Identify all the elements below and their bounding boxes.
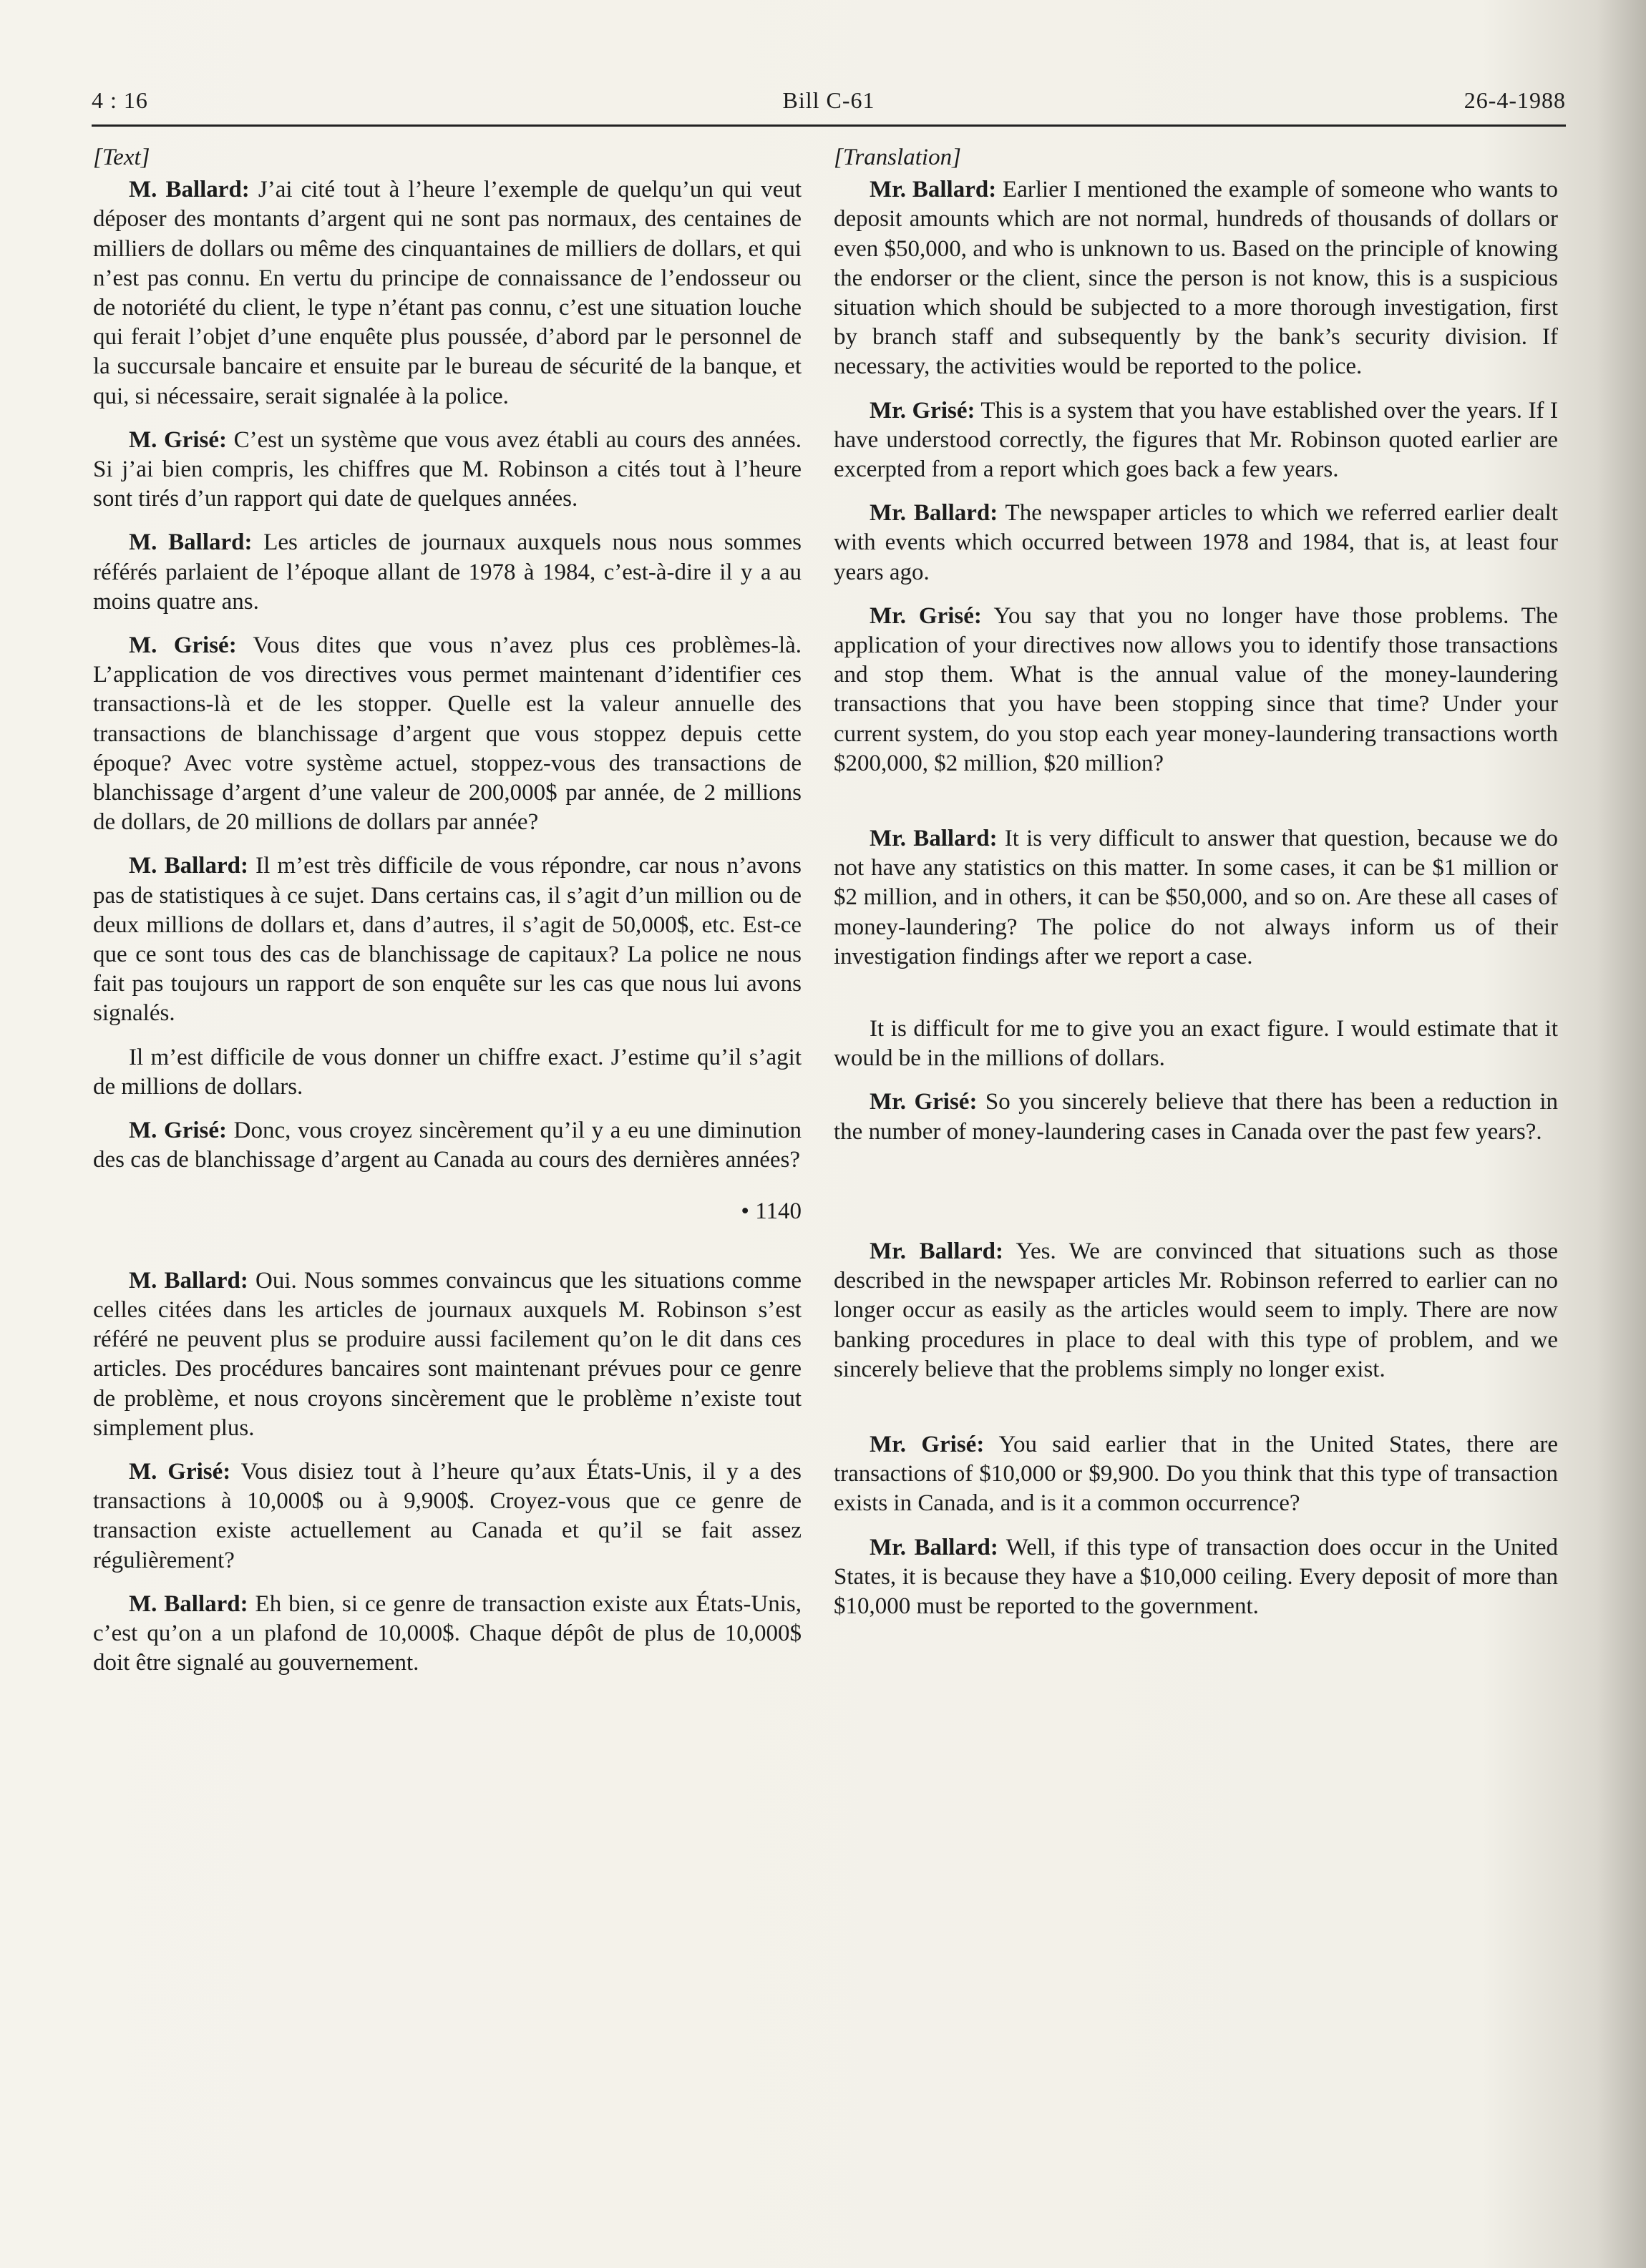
paragraph-text: Well, if this type of transaction does occur in the United States, it is because they have a $10,000 ceiling. Every deposit of more than $10,000 must be reported to the government. (834, 1534, 1558, 1619)
paragraph-text: You say that you no longer have those problems. The application of your directives now allows you to identify those transactions and stop them. What is the annual value of the money-laundering transactions that you have been stopping since that time? Under your current system, do you stop each year money-laundering transactions worth $200,000, $2 million, $20 million? (834, 602, 1558, 776)
paragraph-text: Il m’est très difficile de vous répondre, car nous n’avons pas de statistiques à ce sujet. Dans certains cas, il s’agit d’un million ou de deux millions de dollars et, dans d’autres, il s’agit de 50,000$, etc. Est-ce que ce sont tous des cas de blanchissage de capitaux? La police ne nous fait pas toujours un rapport de son enquête sur les cas que nous lui avons signalés. (93, 853, 802, 1027)
speaker-name: Mr. Ballard: (870, 500, 998, 527)
paragraph-text: The newspaper articles to which we referred earlier dealt with events which occurred between 1978 and 1984, that is, at least four years ago. (834, 500, 1558, 585)
paragraph-text: This is a system that you have established over the years. If I have understood correctly, the figures that Mr. Robinson quoted earlier are excerpted from a report which goes back a few years. (834, 397, 1558, 483)
paragraph-text: Il m’est difficile de vous donner un chiffre exact. J’estime qu’il s’agit de millions de dollars. (93, 1044, 802, 1100)
speaker-name: M. Ballard: (129, 1590, 248, 1617)
paragraph (834, 175, 1558, 381)
paragraph (834, 499, 1558, 587)
speaker-name: Mr. Grisé: (870, 1089, 978, 1115)
paragraph (93, 631, 802, 837)
paragraph-text: Oui. Nous sommes convaincus que les situations comme celles citées dans les articles de journaux auxquels M. Robinson s’est référé ne peuvent plus se produire aussi facilement qu’on le dit dans ces articles. Des procédures bancaires sont maintenant prévues pour ce genre de problème, et nous croyons sincèrement que le problème n’existe tout simplement plus. (93, 1267, 802, 1441)
french-column (93, 143, 802, 1693)
paragraph-text: J’ai cité tout à l’heure l’exemple de quelqu’un qui veut déposer des montants d’argent qui ne sont pas normaux, des centaines de milliers de dollars ou même des cinquantaines de milliers de dollars, et qui n’est pas connu. En vertu du principe de connaissance de l’endosseur ou de notoriété du client, le type n’étant pas connu, c’est une situation louche qui ferait l’objet d’une enquête plus poussée, d’abord par le personnel de la succursale bancaire et ensuite par le bureau de sécurité de la banque, et qui, si nécessaire, serait signalée à la police. (93, 177, 802, 409)
speaker-name: Mr. Grisé: (870, 397, 975, 424)
time-marker: • 1140 (741, 1198, 802, 1224)
text-label: [Text] (93, 145, 150, 170)
paragraph-text: It is difficult for me to give you an exact figure. I would estimate that it would be in the millions of dollars. (834, 1016, 1558, 1072)
paragraph-text: It is very difficult to answer that question, because we do not have any statistics on this matter. In some cases, it can be $1 million or $2 million, and in others, it can be $50,000, and so on. Are these all cases of money-laundering? The police do not always inform us of their investigation findings after we report a case. (834, 826, 1558, 969)
paragraph (93, 851, 802, 1028)
paragraph (93, 426, 802, 514)
speaker-name: M. Ballard: (129, 529, 253, 556)
speaker-name: Mr. Ballard: (870, 826, 998, 852)
paragraph (834, 1015, 1558, 1073)
paragraph-text: Vous dites que vous n’avez plus ces problèmes-là. L’application de vos directives vous permet maintenant d’identifier ces transactions-là et de les stopper. Quelle est la valeur annuelle des transactions de blanchissage d’argent que vous stoppez depuis cette époque? Avec votre système actuel, stoppez-vous des transactions de blanchissage d’argent d’une valeur de 200,000$ par année, de 2 millions de dollars, de 20 millions de dollars par année? (93, 632, 802, 836)
bill-title: Bill C-61 (782, 87, 875, 113)
paragraph (93, 1457, 802, 1575)
speaker-name: M. Grisé: (129, 632, 237, 659)
speaker-name: Mr. Ballard: (870, 1238, 1004, 1264)
paragraph (93, 1043, 802, 1102)
speaker-name: Mr. Ballard: (870, 177, 997, 203)
speaker-name: Mr. Grisé: (870, 602, 982, 629)
speaker-name: M. Grisé: (129, 426, 227, 453)
header-date: 26-4-1988 (1464, 87, 1566, 113)
paragraph (834, 396, 1558, 485)
paragraph-text: You said earlier that in the United States, there are transactions of $10,000 or $9,900. Do you think that this type of transaction exists in Canada, and is it a common occurrence? (834, 1431, 1559, 1517)
paragraph-text: So you sincerely believe that there has been a reduction in the number of money-laundering cases in Canada over the past few years?. (834, 1089, 1558, 1145)
speaker-name: Mr. Grisé: (870, 1431, 985, 1457)
paragraph (93, 175, 802, 411)
paragraph (93, 1116, 802, 1175)
paragraph-text: Earlier I mentioned the example of someone who wants to deposit amounts which are not normal, hundreds of thousands of dollars or even $50,000, and who is unknown to us. Based on the principle of knowing the endorser or the client, since the person is not know, this is a suspicious situation which should be subjected to a more thorough investigation, first by branch staff and subsequently by the bank’s security division. If necessary, the activities would be reported to the police. (834, 177, 1559, 380)
paragraph-text: Yes. We are convinced that situations such as those described in the newspaper articles Mr. Robinson referred to earlier can no longer occur as easily as the articles would seem to imply. There are now banking procedures in place to deal with this type of problem, and we sincerely believe that the problems simply no longer exist. (834, 1238, 1558, 1382)
paragraph (834, 1237, 1558, 1384)
page-number: 4 : 16 (92, 87, 148, 113)
paragraph (93, 528, 802, 617)
speaker-name: M. Grisé: (129, 1118, 228, 1144)
paragraph-text: Donc, vous croyez sincèrement qu’il y a eu une diminution des cas de blanchissage d’argent au Canada au cours des dernières années? (93, 1118, 802, 1173)
paragraph-text: Les articles de journaux auxquels nous nous sommes référés parlaient de l’époque allant de 1978 à 1984, c’est-à-dire il y a au moins quatre ans. (93, 529, 802, 615)
paragraph (834, 1430, 1558, 1519)
paragraph-text: Eh bien, si ce genre de transaction existe aux États-Unis, c’est qu’on a un plafond de 10,000$. Chaque dépôt de plus de 10,000$ doit être signalé au gouvernement. (93, 1590, 802, 1676)
speaker-name: M. Ballard: (129, 177, 250, 203)
speaker-name: M. Ballard: (129, 853, 248, 879)
paragraph (834, 824, 1558, 972)
speaker-name: M. Grisé: (129, 1458, 231, 1485)
paragraph (834, 1533, 1558, 1622)
translation-label: [Translation] (834, 145, 961, 170)
paragraph-text: C’est un système que vous avez établi au cours des années. Si j’ai bien compris, les chiffres que M. Robinson a cités tout à l’heure sont tirés d’un rapport qui date de quelques années. (93, 426, 802, 512)
speaker-name: Mr. Ballard: (870, 1534, 998, 1560)
paragraph (834, 1087, 1558, 1146)
paragraph (93, 1266, 802, 1443)
paragraph-text: Vous disiez tout à l’heure qu’aux États-Unis, il y a des transactions à 10,000$ ou à 9,900$. Croyez-vous que ce genre de transaction existe actuellement au Canada et qu’il se fait assez régulièrement? (93, 1458, 802, 1573)
paragraph (93, 1590, 802, 1678)
paragraph (834, 602, 1558, 778)
page-header (92, 84, 1566, 127)
english-column (834, 143, 1558, 1637)
speaker-name: M. Ballard: (129, 1267, 248, 1294)
